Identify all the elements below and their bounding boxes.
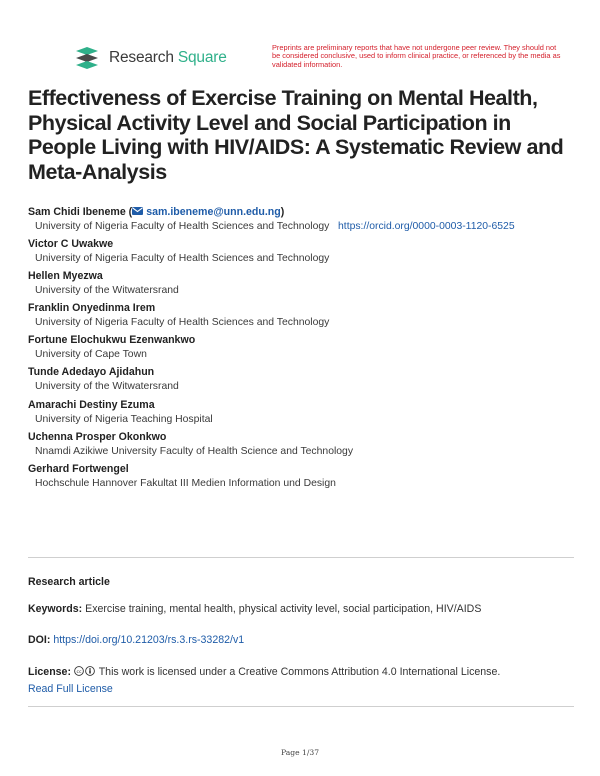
keywords-label: Keywords: — [28, 603, 83, 615]
read-full-license-link[interactable]: Read Full License — [28, 683, 113, 695]
author-entry — [28, 365, 576, 395]
author-affiliation: University of the Witwatersrand — [35, 285, 179, 297]
author-name: Franklin Onyedinma Irem — [28, 302, 156, 315]
license-line — [28, 664, 576, 698]
keywords-value: Exercise training, mental health, physical activity level, social participation, HIV/AIDS — [85, 603, 482, 615]
author-name: Victor C Uwakwe — [28, 238, 114, 251]
author-affiliation: University of Nigeria Faculty of Health Sciences and Technology — [35, 317, 330, 329]
author-entry — [28, 462, 576, 492]
brand-square: Square — [177, 49, 227, 66]
section-divider — [28, 706, 574, 707]
license-label: License: — [28, 666, 71, 678]
author-affiliation: Hochschule Hannover Fakultat III Medien Information und Design — [35, 477, 336, 489]
paper-title: Effectiveness of Exercise Training on Mental Health, Physical Activity Level and Social Participation in People Living with HIV/AIDS: A Systematic Review and Meta-Analysis — [28, 86, 564, 184]
research-square-logo-icon — [74, 46, 102, 70]
author-affiliation: University of Nigeria Faculty of Health Sciences and Technology — [35, 253, 330, 265]
research-square-logo[interactable] — [74, 46, 227, 70]
svg-text:cc: cc — [76, 669, 82, 675]
author-name: Tunde Adedayo Ajidahun — [28, 366, 155, 379]
preprint-disclaimer: Preprints are preliminary reports that have not undergone peer review. They should not be considered conclusive, used to inform clinical practice, or referenced by the media as validated information. — [272, 43, 561, 69]
keywords-line — [28, 603, 576, 615]
author-name: Fortune Elochukwu Ezenwankwo — [28, 334, 196, 347]
author-email-link[interactable] — [132, 206, 281, 218]
doi-link[interactable]: https://doi.org/10.21203/rs.3.rs-33282/v1 — [53, 634, 245, 646]
author-name: Uchenna Prosper Okonkwo — [28, 430, 167, 443]
page-number: Page 1/37 — [280, 748, 320, 757]
doi-label: DOI: — [28, 634, 51, 646]
mail-icon — [132, 207, 143, 215]
header — [74, 43, 561, 76]
author-affiliation: University of the Witwatersrand — [35, 381, 179, 393]
creative-commons-icon — [74, 666, 84, 676]
author-name: Amarachi Destiny Ezuma — [28, 398, 155, 411]
license-text: This work is licensed under a Creative Commons Attribution 4.0 International License. — [98, 666, 501, 678]
author-entry — [28, 301, 576, 331]
author-name: Gerhard Fortwengel — [28, 462, 129, 475]
author-name: Sam Chidi Ibeneme — [28, 206, 126, 218]
brand-research: Research — [109, 49, 174, 66]
author-list — [28, 205, 576, 494]
author-entry — [28, 269, 576, 299]
author-entry — [28, 333, 576, 363]
author-affiliation: University of Nigeria Faculty of Health Sciences and Technology — [35, 221, 330, 232]
author-entry — [28, 237, 576, 267]
article-type: Research article — [28, 576, 110, 588]
author-email: sam.ibeneme@unn.edu.ng — [146, 206, 281, 218]
attribution-icon — [85, 666, 95, 676]
doi-line — [28, 634, 576, 646]
author-affiliation: Nnamdi Azikiwe University Faculty of Health Science and Technology — [35, 445, 354, 457]
author-affiliation: University of Cape Town — [35, 349, 147, 361]
orcid-link[interactable]: https://orcid.org/0000-0003-1120-6525 — [338, 221, 515, 232]
brand-name — [109, 49, 227, 67]
section-divider — [28, 557, 574, 558]
author-entry — [28, 398, 576, 428]
author-entry: Sam Chidi Ibeneme ( sam.ibeneme@unn.edu.ng) University of Nigeria Faculty of Health Sciences and Technology https://orcid.org/0000-0003-1120-6525 — [28, 206, 515, 232]
author-affiliation: University of Nigeria Teaching Hospital — [35, 413, 213, 425]
author-name: Hellen Myezwa — [28, 270, 103, 283]
author-entry — [28, 430, 576, 460]
